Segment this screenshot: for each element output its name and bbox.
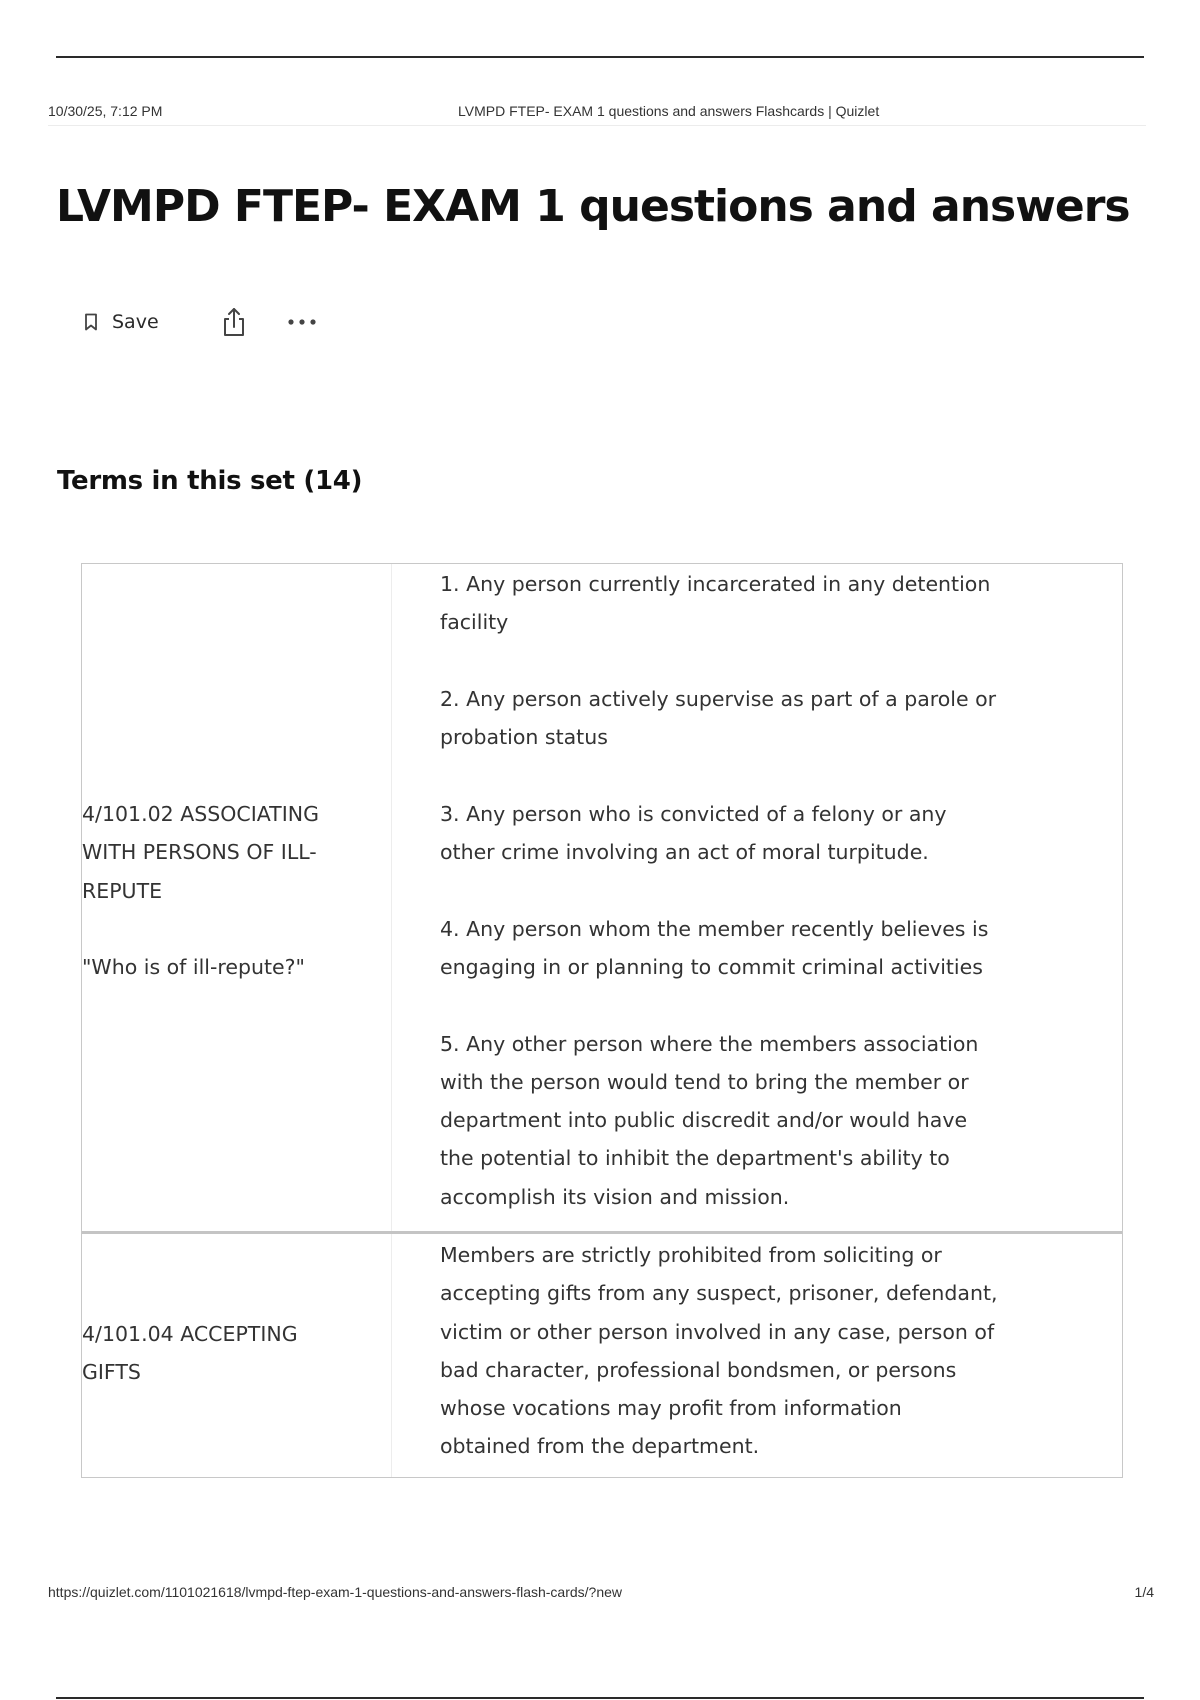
term-text: 4/101.02 ASSOCIATING WITH PERSONS OF ILL- REPUTE "Who is of ill-repute?"	[82, 802, 319, 980]
term-text: 4/101.04 ACCEPTING GIFTS	[82, 1322, 298, 1385]
term-card	[82, 564, 1122, 1231]
terms-heading: Terms in this set (14)	[57, 466, 363, 496]
share-button[interactable]	[216, 304, 252, 340]
save-button-label: Save	[112, 311, 159, 333]
print-bottom-rule	[56, 1697, 1144, 1699]
page-title: LVMPD FTEP- EXAM 1 questions and answers	[56, 181, 1130, 232]
terms-list	[81, 563, 1123, 1478]
definition-text: 1. Any person currently incarcerated in any detention facility 2. Any person actively supervise as part of a parole or probation status 3. Any person who is convicted of a felony or any other crime involving an act of moral turpitude. 4. Any person whom the member recently believes is engaging in or planning to commit criminal activities 5. Any other person where the members association with the person would tend to bring the member or department into public discredit and/or would have the potential to inhibit the department's ability to accomplish its vision and mission.	[440, 572, 997, 1209]
print-document-title: LVMPD FTEP- EXAM 1 questions and answers Flashcards | Quizlet	[458, 103, 880, 119]
share-icon	[221, 307, 247, 337]
print-footer-url: https://quizlet.com/1101021618/lvmpd-ftep-exam-1-questions-and-answers-flash-cards/?new	[48, 1584, 623, 1600]
save-button[interactable]	[84, 304, 159, 340]
term-card	[82, 1231, 1122, 1477]
page-number: 1/4	[1134, 1584, 1154, 1600]
print-footer	[48, 1584, 1154, 1604]
bookmark-icon	[84, 313, 112, 331]
more-horizontal-icon	[287, 318, 317, 326]
definition-text: Members are strictly prohibited from soliciting or accepting gifts from any suspect, prisoner, defendant, victim or other person involved in any case, person of bad character, professional bondsmen, or persons whose vocations may profit from information obtained from the department.	[440, 1243, 998, 1459]
print-datetime: 10/30/25, 7:12 PM	[48, 103, 163, 119]
more-options-button[interactable]	[280, 304, 324, 340]
term-cell	[82, 564, 392, 1231]
print-header	[48, 101, 1146, 126]
term-cell	[82, 1234, 392, 1477]
print-top-rule	[56, 56, 1144, 58]
